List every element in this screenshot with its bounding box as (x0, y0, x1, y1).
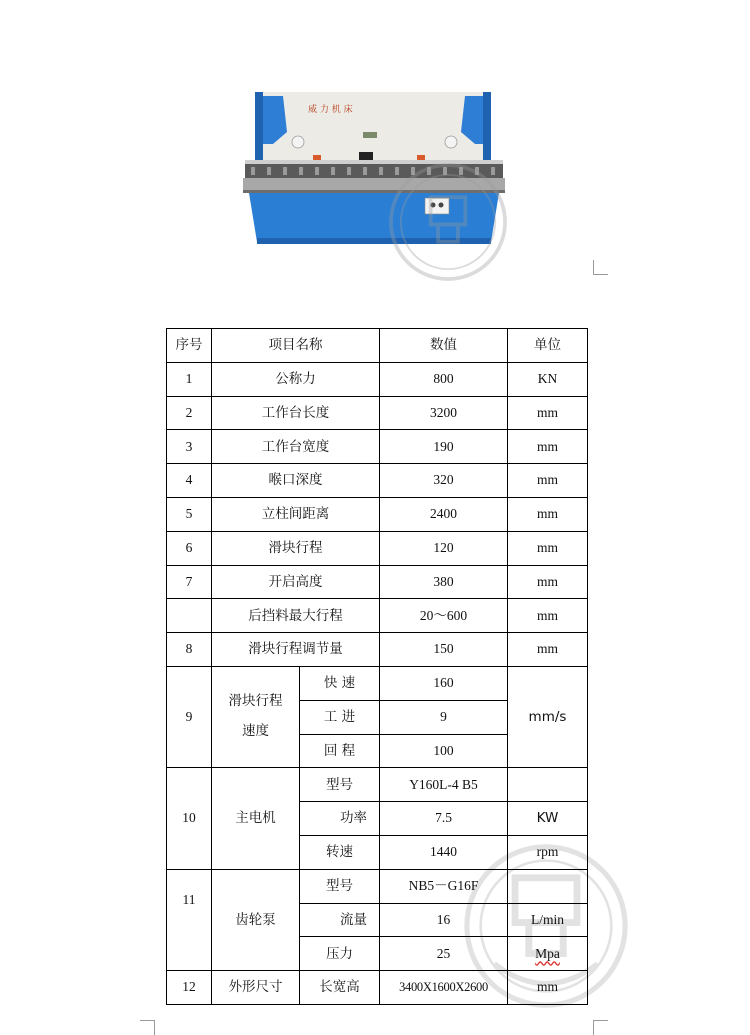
row-value: 190 (380, 430, 508, 464)
row-value: Y160L-4 B5 (380, 768, 508, 802)
row-unit: mm (508, 633, 588, 667)
row-index: 2 (167, 396, 212, 430)
row-index: 8 (167, 633, 212, 667)
sub-label: 型号 (300, 768, 380, 802)
row-item: 工作台宽度 (212, 430, 380, 464)
row-unit (508, 869, 588, 903)
row-item: 滑块行程 (212, 531, 380, 565)
row-value: 9 (380, 700, 508, 734)
row-index: 11 (167, 869, 212, 970)
row-value: 320 (380, 464, 508, 498)
row-value: 100 (380, 734, 508, 768)
table-row (167, 531, 588, 565)
table-row (167, 565, 588, 599)
row-item: 公称力 (212, 362, 380, 396)
sub-label: 转速 (300, 835, 380, 869)
sub-label: 回 程 (300, 734, 380, 768)
row-item: 工作台长度 (212, 396, 380, 430)
row-unit: mm (508, 396, 588, 430)
table-row (167, 633, 588, 667)
table-row (167, 768, 588, 802)
table-row (167, 497, 588, 531)
row-unit: mm/s (508, 666, 588, 767)
row-value: 120 (380, 531, 508, 565)
row-value: 150 (380, 633, 508, 667)
row-unit: Mpa (535, 945, 560, 961)
row-unit: KN (508, 362, 588, 396)
table-row (167, 396, 588, 430)
table-row (167, 869, 588, 903)
row-unit: mm (508, 531, 588, 565)
row-item: 后挡料最大行程 (212, 599, 380, 633)
row-unit (508, 768, 588, 802)
row-index (167, 599, 212, 633)
press-brake-machine-image (243, 92, 505, 252)
row-item: 开启高度 (212, 565, 380, 599)
sub-label: 长宽高 (300, 971, 380, 1005)
row-index: 7 (167, 565, 212, 599)
row-index: 12 (167, 971, 212, 1005)
sub-label: 快 速 (300, 666, 380, 700)
row-item: 齿轮泵 (212, 869, 300, 970)
row-item: 滑块行程速度 (212, 666, 300, 767)
row-unit: mm (508, 599, 588, 633)
row-unit: mm (508, 464, 588, 498)
row-value: 2400 (380, 497, 508, 531)
sub-label: 压力 (300, 937, 380, 971)
row-index: 6 (167, 531, 212, 565)
page-corner-mark (140, 1020, 155, 1035)
row-index: 3 (167, 430, 212, 464)
row-index: 4 (167, 464, 212, 498)
row-index: 5 (167, 497, 212, 531)
row-value: 3200 (380, 396, 508, 430)
row-unit: rpm (508, 835, 588, 869)
row-value: 160 (380, 666, 508, 700)
row-item: 喉口深度 (212, 464, 380, 498)
row-value: 7.5 (380, 802, 508, 836)
table-row (167, 464, 588, 498)
row-index: 10 (167, 768, 212, 869)
sub-label: 流量 (300, 903, 380, 937)
row-unit: mm (508, 430, 588, 464)
sub-label: 功率 (300, 802, 380, 836)
header-value: 数值 (380, 329, 508, 363)
row-value: 380 (380, 565, 508, 599)
row-value: 20～600 (380, 599, 508, 633)
table-row (167, 666, 588, 700)
row-value: NB5－G16F (380, 869, 508, 903)
machine-brand-text: 威 力 机 床 (308, 105, 353, 115)
header-item: 项目名称 (212, 329, 380, 363)
sub-label: 工 进 (300, 700, 380, 734)
row-item: 主电机 (212, 768, 300, 869)
table-row (167, 971, 588, 1005)
table-header-row (167, 329, 588, 363)
row-unit: mm (508, 565, 588, 599)
row-item: 滑块行程调节量 (212, 633, 380, 667)
spec-table (166, 328, 588, 1005)
table-row (167, 430, 588, 464)
header-unit: 单位 (508, 329, 588, 363)
row-item: 立柱间距离 (212, 497, 380, 531)
table-row (167, 599, 588, 633)
header-index: 序号 (167, 329, 212, 363)
table-row (167, 362, 588, 396)
sub-label: 型号 (300, 869, 380, 903)
row-item: 外形尺寸 (212, 971, 300, 1005)
row-unit: mm (508, 497, 588, 531)
page-corner-mark (593, 260, 608, 275)
row-unit: L/min (508, 903, 588, 937)
row-value: 800 (380, 362, 508, 396)
row-index: 1 (167, 362, 212, 396)
row-unit: KW (508, 802, 588, 836)
row-value: 25 (380, 937, 508, 971)
row-unit: mm (508, 971, 588, 1005)
row-index: 9 (167, 666, 212, 767)
row-value: 16 (380, 903, 508, 937)
row-value: 3400X1600X2600 (380, 971, 508, 1005)
row-value: 1440 (380, 835, 508, 869)
page-corner-mark (593, 1020, 608, 1035)
